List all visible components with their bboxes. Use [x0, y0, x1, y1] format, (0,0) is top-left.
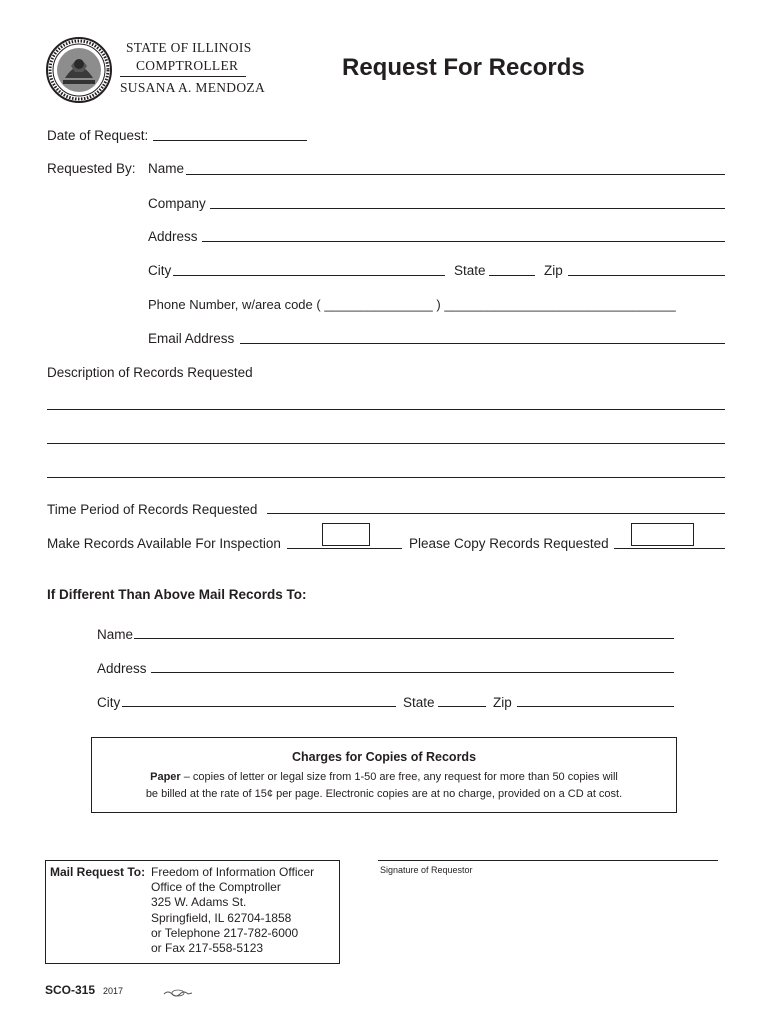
mail-address-field[interactable] — [151, 672, 674, 673]
state-label: State — [454, 263, 486, 278]
mail-request-line-5: or Telephone 217-782-6000 — [151, 926, 299, 940]
mail-request-line-3: 325 W. Adams St. — [151, 895, 247, 909]
signature-label: Signature of Requestor — [380, 865, 473, 875]
company-field[interactable] — [210, 208, 725, 209]
mail-request-label: Mail Request To: — [50, 865, 146, 879]
state-seal-icon — [45, 36, 113, 104]
charges-line-1 — [92, 771, 676, 783]
inspection-checkbox[interactable] — [322, 523, 370, 546]
mail-zip-field[interactable] — [517, 706, 674, 707]
inspection-line — [287, 548, 402, 549]
name-label: Name — [148, 161, 185, 176]
charges-line-2: be billed at the rate of 15¢ per page. Electronic copies are at no charge, provided on a CD at cost. — [145, 788, 623, 800]
mail-section-heading: If Different Than Above Mail Records To: — [47, 587, 307, 602]
email-label: Email Address — [148, 331, 235, 346]
mail-zip-label: Zip — [493, 695, 512, 710]
mail-request-line-6: or Fax 217-558-5123 — [151, 941, 264, 955]
zip-field[interactable] — [568, 275, 725, 276]
mail-address-label: Address — [97, 661, 147, 676]
phone-label[interactable]: Phone Number, w/area code ( _______________ ) ________________________________ — [148, 297, 676, 312]
form-year: 2017 — [103, 986, 124, 996]
header-divider — [120, 76, 246, 77]
mail-name-label: Name — [97, 627, 134, 642]
org-line-2: COMPTROLLER — [136, 58, 239, 73]
mail-request-line-2: Office of the Comptroller — [151, 880, 281, 894]
company-label: Company — [148, 196, 206, 211]
copy-label: Please Copy Records Requested — [409, 536, 609, 551]
charges-title: Charges for Copies of Records — [291, 750, 477, 764]
address-field[interactable] — [202, 241, 725, 242]
mail-name-field[interactable] — [134, 638, 674, 639]
mail-request-box — [45, 860, 340, 964]
name-field[interactable] — [186, 174, 725, 175]
time-period-field[interactable] — [267, 513, 725, 514]
description-line-1[interactable] — [47, 409, 725, 410]
org-line-3: SUSANA A. MENDOZA — [120, 80, 265, 95]
copy-checkbox[interactable] — [631, 523, 694, 546]
signature-field[interactable] — [378, 860, 718, 861]
charges-box — [91, 737, 677, 813]
org-line-1: STATE OF ILLINOIS — [126, 40, 252, 55]
union-bug-icon — [163, 985, 193, 995]
address-label: Address — [148, 229, 198, 244]
city-field[interactable] — [173, 275, 445, 276]
time-period-label: Time Period of Records Requested — [47, 502, 258, 517]
email-field[interactable] — [240, 343, 725, 344]
requested-by-label: Requested By: — [47, 161, 136, 176]
zip-label: Zip — [544, 263, 563, 278]
date-of-request-field[interactable] — [153, 140, 307, 141]
description-label: Description of Records Requested — [47, 365, 253, 380]
mail-request-line-4: Springfield, IL 62704-1858 — [151, 911, 292, 925]
city-label: City — [148, 263, 172, 278]
copy-line — [614, 548, 725, 549]
mail-request-line-1: Freedom of Information Officer — [151, 865, 315, 879]
mail-state-field[interactable] — [438, 706, 486, 707]
charges-paper-label: Paper — [150, 771, 181, 783]
state-field[interactable] — [489, 275, 535, 276]
mail-city-field[interactable] — [122, 706, 396, 707]
page-title: Request For Records — [342, 54, 585, 81]
mail-state-label: State — [403, 695, 435, 710]
description-line-3[interactable] — [47, 477, 725, 478]
charges-line-1-text: – copies of letter or legal size from 1-50 are free, any request for more than 50 copies will — [180, 771, 618, 783]
mail-city-label: City — [97, 695, 121, 710]
form-id: SCO-315 — [45, 983, 96, 997]
inspection-label: Make Records Available For Inspection — [47, 536, 281, 551]
description-line-2[interactable] — [47, 443, 725, 444]
date-of-request-label: Date of Request: — [47, 128, 149, 143]
